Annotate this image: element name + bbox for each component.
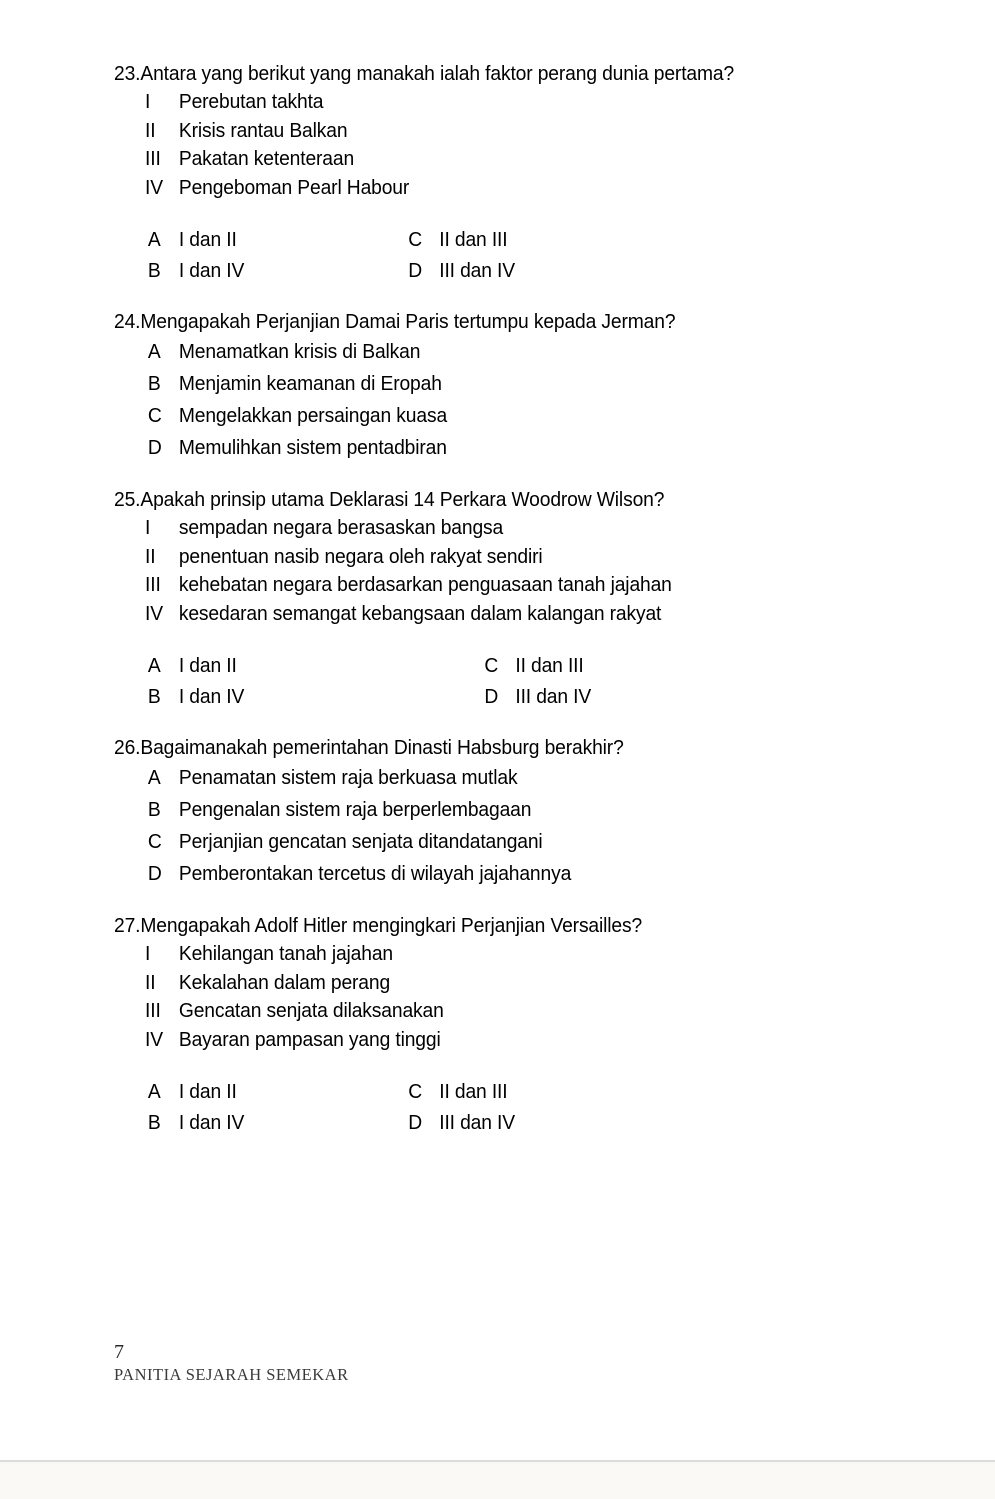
- question-block-24: [114, 308, 914, 464]
- answer-text: Perjanjian gencatan senjata ditandatangani: [178, 830, 543, 853]
- spacer: [114, 1054, 914, 1076]
- statement-text: Gencatan senjata dilaksanakan: [178, 999, 444, 1022]
- answer-key: D: [408, 1111, 422, 1134]
- question-text: Mengapakah Adolf Hitler mengingkari Perjanjian Versailles?: [140, 914, 643, 937]
- question-block-27: [114, 912, 914, 1138]
- question-number: 24.: [114, 310, 141, 333]
- answer-option-a[interactable]: [114, 762, 866, 794]
- statement-key: III: [145, 147, 161, 170]
- statement-key: I: [145, 90, 151, 113]
- statement-key: I: [145, 942, 151, 965]
- question-number: 27.: [114, 914, 141, 937]
- statement-key: IV: [145, 1027, 163, 1051]
- spacer: [114, 712, 914, 734]
- answer-key: C: [408, 228, 422, 251]
- statement-item: [114, 1026, 866, 1055]
- answer-key: D: [408, 259, 422, 282]
- answer-option-c[interactable]: [484, 650, 583, 681]
- statement-item: [114, 969, 866, 998]
- answer-row: [114, 224, 866, 255]
- answer-text: III dan IV: [515, 685, 592, 708]
- statement-list: [114, 88, 914, 202]
- answer-list: [114, 336, 914, 464]
- answer-option-c[interactable]: [114, 826, 866, 858]
- statement-text: Perebutan takhta: [178, 90, 324, 113]
- statement-item: [114, 117, 866, 146]
- statement-list: [114, 514, 914, 628]
- statement-key: IV: [145, 601, 163, 625]
- statement-key: II: [145, 544, 156, 568]
- statement-key: III: [145, 573, 161, 596]
- statement-item: [114, 174, 866, 203]
- statement-item: [114, 88, 866, 117]
- answer-grid: [114, 224, 914, 286]
- statement-text: Pakatan ketenteraan: [178, 147, 355, 170]
- statement-item: [114, 571, 866, 600]
- page-number: 7: [114, 1341, 124, 1363]
- statement-text: Kekalahan dalam perang: [178, 970, 391, 994]
- answer-key: C: [408, 1080, 422, 1103]
- statement-text: Pengeboman Pearl Habour: [178, 175, 410, 199]
- statement-key: III: [145, 999, 161, 1022]
- answer-text: III dan IV: [439, 259, 515, 282]
- answer-list: [114, 762, 914, 890]
- answer-text: I dan IV: [178, 259, 245, 282]
- answer-option-b[interactable]: [148, 1107, 408, 1138]
- answer-text: I dan II: [178, 654, 237, 677]
- spacer: [114, 890, 914, 912]
- answer-option-b[interactable]: [114, 794, 866, 826]
- statement-item: [114, 145, 866, 174]
- answer-key: B: [147, 259, 161, 282]
- answer-option-c[interactable]: [408, 224, 507, 255]
- statement-key: II: [145, 970, 156, 994]
- answer-row: [114, 1107, 866, 1138]
- question-stem: [114, 734, 866, 762]
- answer-key: A: [147, 766, 161, 789]
- question-list: [114, 60, 914, 1138]
- question-text: Bagaimanakah pemerintahan Dinasti Habsburg berakhir?: [140, 736, 624, 759]
- answer-text: I dan II: [178, 228, 237, 251]
- spacer: [114, 202, 914, 224]
- question-stem: [114, 912, 866, 940]
- statement-text: Kehilangan tanah jajahan: [178, 942, 393, 965]
- question-stem: [114, 486, 866, 514]
- statement-key: I: [145, 516, 151, 539]
- question-stem: [114, 308, 866, 336]
- statement-text: Bayaran pampasan yang tinggi: [178, 1027, 441, 1051]
- question-number: 26.: [114, 736, 141, 759]
- answer-row: [114, 1076, 866, 1107]
- answer-option-b[interactable]: [148, 681, 485, 712]
- question-text: Apakah prinsip utama Deklarasi 14 Perkara Woodrow Wilson?: [140, 488, 665, 511]
- answer-text: Pemberontakan tercetus di wilayah jajahannya: [178, 862, 572, 885]
- answer-option-a[interactable]: [148, 650, 485, 681]
- answer-option-d[interactable]: [408, 1107, 515, 1138]
- statement-item: [114, 543, 866, 572]
- statement-text: Krisis rantau Balkan: [178, 118, 348, 142]
- answer-grid: [114, 650, 914, 712]
- answer-key: A: [147, 654, 161, 677]
- answer-text: Menjamin keamanan di Eropah: [178, 372, 442, 395]
- answer-text: Pengenalan sistem raja berperlembagaan: [178, 798, 532, 821]
- answer-option-a[interactable]: [148, 1076, 408, 1107]
- answer-key: A: [147, 1080, 161, 1103]
- question-number: 25.: [114, 488, 141, 511]
- answer-text: II dan III: [439, 228, 508, 251]
- answer-option-c[interactable]: [408, 1076, 507, 1107]
- answer-text: II dan III: [515, 654, 584, 677]
- statement-item: [114, 940, 866, 969]
- answer-row: [114, 681, 866, 712]
- answer-text: Menamatkan krisis di Balkan: [178, 340, 421, 363]
- answer-option-d[interactable]: [114, 432, 866, 464]
- answer-key: C: [484, 654, 499, 677]
- answer-row: [114, 650, 866, 681]
- answer-option-d[interactable]: [484, 681, 591, 712]
- question-block-23: [114, 60, 914, 286]
- answer-option-d[interactable]: [114, 858, 866, 890]
- answer-key: D: [147, 862, 162, 885]
- statement-text: kehebatan negara berdasarkan penguasaan tanah jajahan: [178, 573, 672, 596]
- answer-option-c[interactable]: [114, 400, 866, 432]
- answer-text: Mengelakkan persaingan kuasa: [178, 404, 448, 427]
- answer-text: II dan III: [439, 1080, 508, 1103]
- answer-key: B: [147, 372, 161, 395]
- answer-key: D: [484, 685, 499, 708]
- answer-text: I dan IV: [178, 1111, 245, 1134]
- answer-key: D: [147, 436, 162, 459]
- page-footer: [114, 1340, 714, 1385]
- viewer-background: [0, 1464, 995, 1499]
- statement-text: penentuan nasib negara oleh rakyat sendiri: [178, 544, 543, 568]
- answer-key: C: [147, 830, 162, 853]
- question-text: Antara yang berikut yang manakah ialah faktor perang dunia pertama?: [140, 62, 735, 85]
- answer-key: A: [147, 340, 161, 363]
- answer-key: B: [147, 798, 161, 821]
- question-block-25: [114, 486, 914, 712]
- statement-key: II: [145, 118, 156, 142]
- statement-list: [114, 940, 914, 1054]
- statement-key: IV: [145, 175, 163, 199]
- footer-organization: PANITIA SEJARAH SEMEKAR: [114, 1365, 349, 1384]
- answer-text: Memulihkan sistem pentadbiran: [178, 436, 447, 459]
- question-stem: [114, 60, 866, 88]
- answer-key: A: [147, 228, 161, 251]
- answer-option-b[interactable]: [114, 368, 866, 400]
- answer-option-b[interactable]: [148, 255, 408, 286]
- answer-option-a[interactable]: [114, 336, 866, 368]
- statement-text: kesedaran semangat kebangsaan dalam kalangan rakyat: [178, 601, 662, 625]
- question-number: 23.: [114, 62, 141, 85]
- answer-text: III dan IV: [439, 1111, 515, 1134]
- statement-item: [114, 997, 866, 1026]
- answer-option-d[interactable]: [408, 255, 515, 286]
- spacer: [114, 464, 914, 486]
- statement-item: [114, 600, 866, 629]
- statement-item: [114, 514, 866, 543]
- answer-text: I dan II: [178, 1080, 237, 1103]
- answer-text: Penamatan sistem raja berkuasa mutlak: [178, 766, 518, 789]
- answer-option-a[interactable]: [148, 224, 408, 255]
- question-text: Mengapakah Perjanjian Damai Paris tertumpu kepada Jerman?: [140, 310, 676, 333]
- answer-row: [114, 255, 866, 286]
- answer-text: I dan IV: [178, 685, 245, 708]
- answer-key: B: [147, 1111, 161, 1134]
- spacer: [114, 628, 914, 650]
- answer-grid: [114, 1076, 914, 1138]
- answer-key: B: [147, 685, 161, 708]
- spacer: [114, 286, 914, 308]
- question-block-26: [114, 734, 914, 890]
- statement-text: sempadan negara berasaskan bangsa: [178, 516, 504, 539]
- answer-key: C: [147, 404, 162, 427]
